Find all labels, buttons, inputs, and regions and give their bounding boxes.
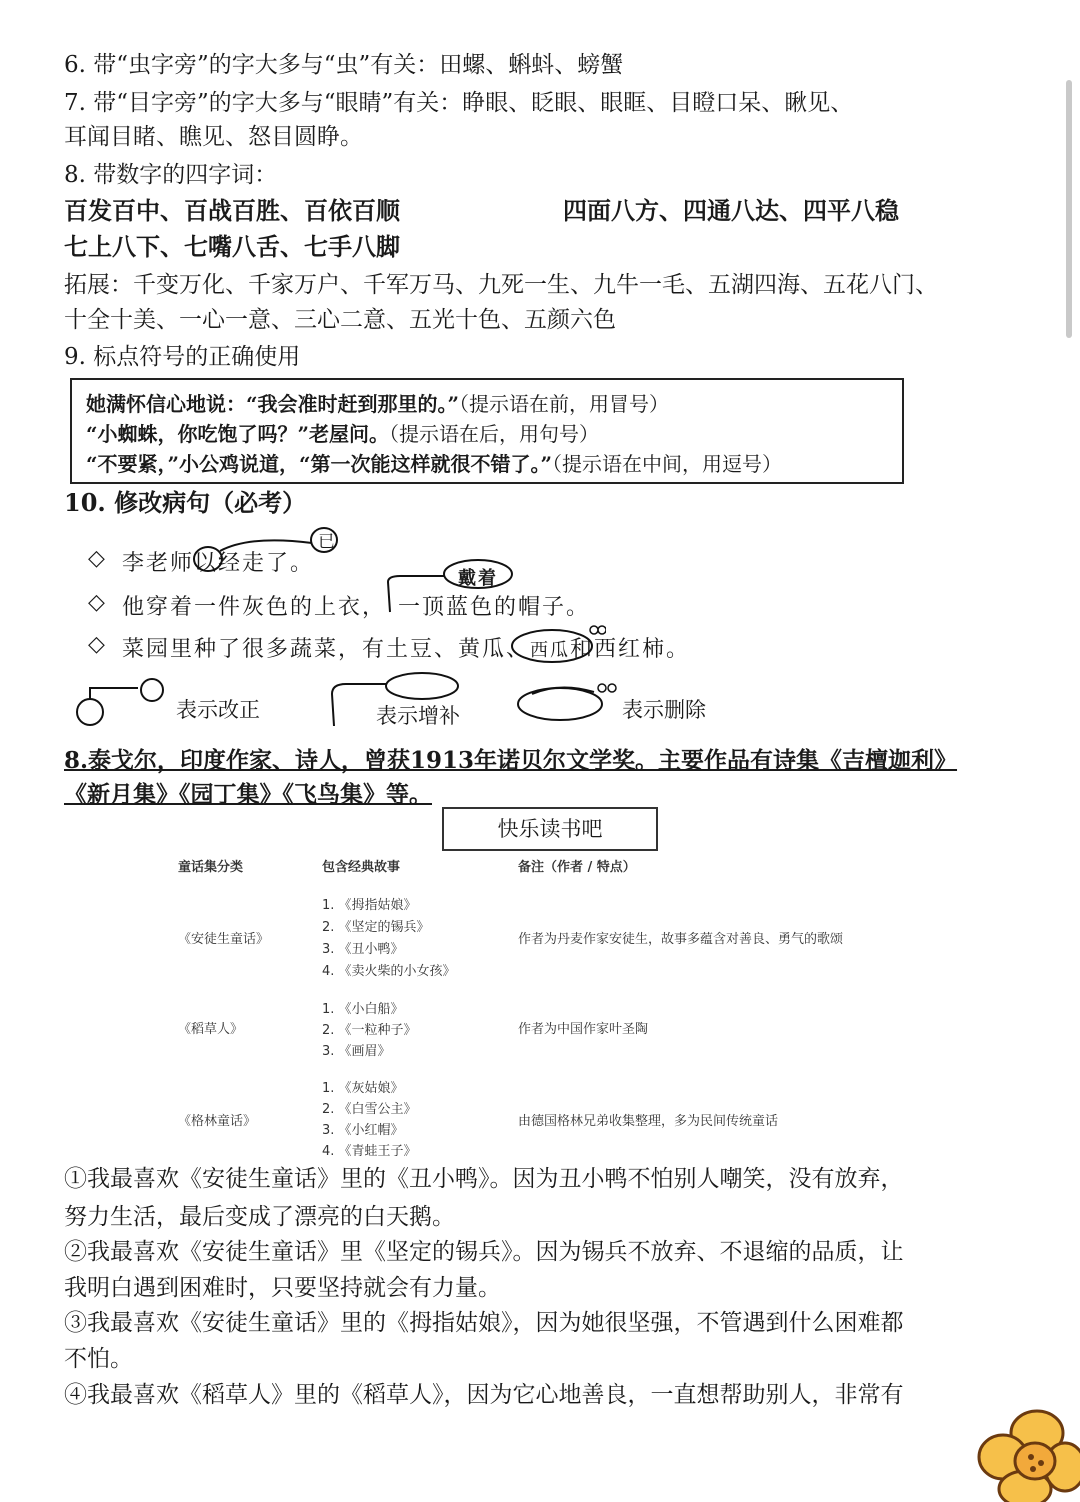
punctuation-quote-2: “小蜘蛛，你吃饱了吗？”老屋问。 <box>86 422 390 446</box>
table-row-3-note: 由德国格林兄弟收集整理，多为民间传统童话 <box>518 1114 779 1129</box>
diamond-bullet-icon: ◇ <box>88 632 107 657</box>
table-row-2-note: 作者为中国作家叶圣陶 <box>518 1022 649 1037</box>
table-row-1-name: 《安徒生童话》 <box>178 932 270 947</box>
table-row-3-story-1: 1. 《灰姑娘》 <box>322 1081 404 1096</box>
table-row-1-note: 作者为丹麦作家安徒生，故事多蕴含对善良、勇气的歌颂 <box>518 932 844 947</box>
section-8-title: 8. 带数字的四字词： <box>64 162 278 188</box>
answer-3-line-1: ③我最喜欢《安徒生童话》里的《拇指姑娘》，因为她很坚强，不管遇到什么困难都 <box>64 1310 904 1336</box>
table-row-2-name: 《稻草人》 <box>178 1022 244 1037</box>
section-8-row2: 七上八下、七嘴八舌、七手八脚 <box>64 232 400 261</box>
table-header-category: 童话集分类 <box>178 860 244 875</box>
legend-replace-icon <box>72 678 172 728</box>
scrollbar[interactable] <box>1066 80 1072 338</box>
section-7-line-2: 耳闻目睹、瞧见、怒目圆睁。 <box>64 124 363 150</box>
correction-mark-icon <box>180 525 340 575</box>
example-1-correction: 已 <box>318 532 337 552</box>
legend-add-label: 表示增补 <box>376 704 460 728</box>
legend-delete-icon <box>514 678 624 728</box>
table-row-3-story-3: 3. 《小红帽》 <box>322 1123 404 1138</box>
table-row-1-story-2: 2. 《坚定的锡兵》 <box>322 920 430 935</box>
punctuation-line-3 <box>86 448 782 477</box>
section-8-row1-left: 百发百中、百战百胜、百依百顺 <box>64 196 400 225</box>
answer-1-line-2: 努力生活，最后变成了漂亮的白天鹅。 <box>64 1204 455 1230</box>
example-3-pre: 菜园里种了很多蔬菜，有土豆、黄瓜、 <box>122 637 531 662</box>
punctuation-hint-3: （提示语在中间，用逗号） <box>552 452 783 476</box>
table-row-3-story-2: 2. 《白雪公主》 <box>322 1102 417 1117</box>
answer-1-line-1: ①我最喜欢《安徒生童话》里的《丑小鸭》。因为丑小鸭不怕别人嘲笑，没有放弃， <box>64 1166 904 1192</box>
section-9-title: 9. 标点符号的正确使用 <box>64 344 301 370</box>
answer-3-line-2: 不怕。 <box>64 1346 133 1372</box>
punctuation-line-2 <box>86 418 599 447</box>
section-8-row1-right: 四面八方、四通八达、四平八稳 <box>563 196 899 225</box>
answer-2-line-1: ②我最喜欢《安徒生童话》里《坚定的锡兵》。因为锡兵不放弃、不退缩的品质，让 <box>64 1239 904 1265</box>
deletion-mark-icon <box>506 622 606 666</box>
section-6-line: 6. 带“虫字旁”的字大多与“虫”有关：田螺、蝌蚪、螃蟹 <box>64 52 624 78</box>
punctuation-quote-3: “不要紧，”小公鸡说道，“第一次能这样就很不错了。” <box>86 452 553 476</box>
punctuation-example-box <box>70 378 904 484</box>
table-row-2-story-2: 2. 《一粒种子》 <box>322 1023 417 1038</box>
example-2-post: 一顶蓝色的帽子。 <box>398 595 591 620</box>
answer-4-line-1: ④我最喜欢《稻草人》里的《稻草人》，因为它心地善良，一直想帮助别人，非常有 <box>64 1382 904 1408</box>
table-row-1-story-1: 1. 《拇指姑娘》 <box>322 898 417 913</box>
table-row-3-story-4: 4. 《青蛙王子》 <box>322 1144 417 1159</box>
example-1-circled-char: 以 <box>194 551 219 576</box>
example-1-pre: 李老师 <box>122 551 195 576</box>
answer-2-line-2: 我明白遇到困难时，只要坚持就会有力量。 <box>64 1275 501 1301</box>
section-10-title: 10. 修改病句（必考） <box>64 488 307 517</box>
example-2-insertion: 戴着 <box>458 568 498 589</box>
example-1-post: 经走了。 <box>218 551 315 576</box>
punctuation-hint-2: （提示语在后，用句号） <box>389 422 600 446</box>
example-3-deleted: 西瓜 <box>530 640 571 661</box>
section-8-extension-1: 拓展：千变万化、千家万户、千军万马、九死一生、九牛一毛、五湖四海、五花八门、 <box>64 272 938 298</box>
table-header-stories: 包含经典故事 <box>322 860 401 875</box>
table-row-2-story-1: 1. 《小白船》 <box>322 1002 404 1017</box>
punctuation-hint-1: （提示语在前，用冒号） <box>459 392 670 416</box>
table-header-notes: 备注（作者 / 特点） <box>518 860 636 875</box>
table-row-1-story-4: 4. 《卖火柴的小女孩》 <box>322 964 456 979</box>
legend-replace-label: 表示改正 <box>176 698 260 722</box>
table-row-2-story-3: 3. 《画眉》 <box>322 1044 391 1059</box>
diamond-bullet-icon: ◇ <box>88 590 107 615</box>
section-7-line-1: 7. 带“目字旁”的字大多与“眼睛”有关：睁眼、眨眼、眼眶、目瞪口呆、瞅见、 <box>64 90 854 116</box>
punctuation-quote-1: 她满怀信心地说：“我会准时赶到那里的。” <box>86 392 460 416</box>
diamond-bullet-icon: ◇ <box>88 546 107 571</box>
legend-delete-label: 表示删除 <box>622 698 706 722</box>
reading-title: 快乐读书吧 <box>442 807 658 851</box>
tagore-line-1: 8.泰戈尔，印度作家、诗人，曾获1913年诺贝尔文学奖。主要作品有诗集《吉檀迦利》 <box>64 747 958 774</box>
insertion-mark-icon <box>380 556 520 616</box>
tagore-line-2: 《新月集》《园丁集》《飞鸟集》等。 <box>64 781 432 808</box>
table-row-1-story-3: 3. 《丑小鸭》 <box>322 942 404 957</box>
example-3-post: 和西红柿。 <box>570 637 691 662</box>
example-2-pre: 他穿着一件灰色的上衣， <box>122 595 387 620</box>
section-8-extension-2: 十全十美、一心一意、三心二意、五光十色、五颜六色 <box>64 307 616 333</box>
punctuation-line-1 <box>86 388 669 417</box>
flower-icon <box>975 1405 1080 1502</box>
table-row-3-name: 《格林童话》 <box>178 1114 257 1129</box>
